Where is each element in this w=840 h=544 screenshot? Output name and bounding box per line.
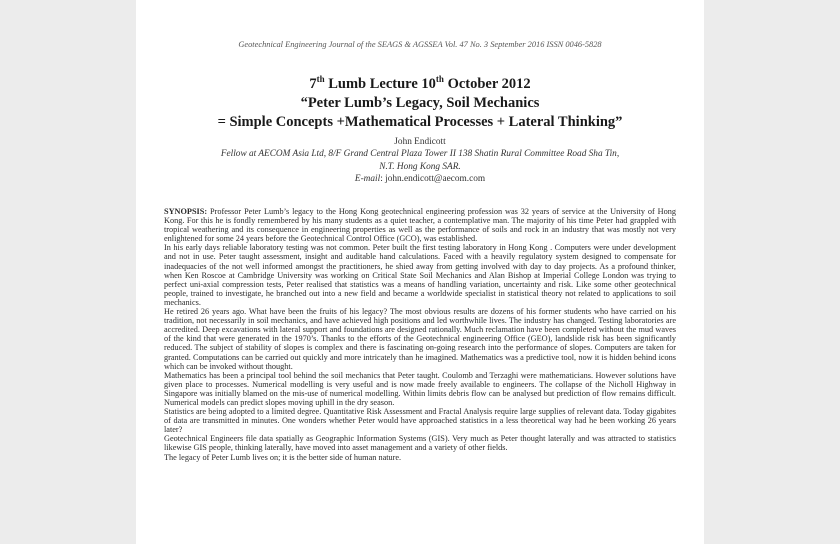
title-lecture-date: October 2012 (443, 75, 531, 92)
synopsis-text-1: Professor Peter Lumb’s legacy to the Hong Kong geotechnical engineering profession was 32 years of service at the University of Hong Kong. For this he is fondly remembered by his many students as a quiet teacher, a contemplative man. The majority of his time Peter had grappled with tropical weathering and its consequence in engineering properties as well as the performance of soils and rock in an industry that was mostly not very enlightened for some 24 years before the Geotechnical Control Office (GCO), was established. (164, 207, 676, 244)
synopsis-label: SYNOPSIS: (164, 207, 208, 216)
author-affiliation-1: Fellow at AECOM Asia Ltd, 8/F Grand Central Plaza Tower II 138 Shatin Rural Committee Road Sha Tin, (220, 149, 620, 160)
synopsis-paragraph-6: Geotechnical Engineers file data spatially as Geographic Information Systems (GIS). Very much as Peter thought laterally and was attracted to statistics likewise GIS people, thinking laterally, have moved into asset management and a variety of other fields. (164, 434, 676, 453)
synopsis-paragraph-4: Mathematics has been a principal tool behind the soil mechanics that Peter taught. Coulomb and Terzaghi were mathematicians. However solutions have given place to processes. Numerical modelling is very useful and is now made freely available to engineers. The collapse of the Nicholl Highway in Singapore was initially blamed on the mis-use of numerical modelling. Within limits debris flow can be analysed but prediction of flow remains difficult. Numerical models can predict slopes moving uphill in the dry season. (164, 370, 676, 407)
title-line-3: = Simple Concepts +Mathematical Processes + Lateral Thinking” (217, 113, 623, 130)
email-value: : john.endicott@aecom.com (380, 173, 486, 184)
title-line-2: “Peter Lumb’s Legacy, Soil Mechanics (300, 94, 540, 111)
author-block (136, 136, 704, 185)
synopsis (164, 207, 676, 462)
title-line-1 (136, 70, 704, 94)
synopsis-paragraph-3: He retired 26 years ago. What have been the fruits of his legacy? The most obvious results are dozens of his former students who have carried on his tradition, not necessarily in soil mechanics, and have achieved high positions and led worthwhile lives. The industry has changed. Testing laboratories are accredited. Deep excavations with lateral support and foundations are designed rationally. Much reclamation have been completed without the mud waves of the kind that were generated in the 1970’s. Thanks to the efforts of the Geotechnical engineering Office (GEO), landslide risk has been significantly reduced. The subject of stability of slopes is complex and there is fascinating on-going research into the performance of slopes. Computers are taken for granted. Computations can be carried out quickly and more intricately than he imagined. Mathematics was a predictive tool, now it is hidden behind icons which can be invoked without thought. (164, 307, 676, 371)
author-affiliation-2: N.T. Hong Kong SAR. (379, 161, 461, 172)
synopsis-paragraph-5: Statistics are being adopted to a limited degree. Quantitative Risk Assessment and Fractal Analysis require large supplies of relevant data. Today gigabites of data are transmitted in minutes. One wonders whether Peter would have approached statistics in a less theoretical way had he been working 26 years later? (164, 407, 676, 435)
title-superscript-1: th (316, 74, 325, 84)
author-email (136, 173, 704, 185)
email-label: E-mail (354, 173, 381, 184)
title-lecture-mid: Lumb Lecture 10 (324, 75, 436, 92)
title-superscript-2: th (435, 74, 444, 84)
author-name: John Endicott (394, 137, 446, 147)
journal-header: Geotechnical Engineering Journal of the SEAGS & AGSSEA Vol. 47 No. 3 September 2016 ISSN 0046-5828 (238, 40, 602, 49)
title-lecture-number: 7 (309, 75, 317, 92)
synopsis-paragraph-2: In his early days reliable laboratory testing was not common. Peter built the first testing laboratory in Hong Kong . Computers were under development and not in use. Peter taught assessment, insight and auditable hand calculations. Faced with a heavily regulatory system designed to compensate for inadequacies of the not well informed amongst the practitioners, he shied away from getting involved with day to day projects. As a profound thinker, when Ken Roscoe at Cambridge University was working on Critical State Soil Mechanics and Alan Bishop at Imperial College London was trying to perfect uni-axial compression tests, Peter realised that statistics was a means of handling variation, uncertainty and risk. Like some other geotechnical people, trained to investigate, he branched out into a new field and became a worldwide specialist in statistical theory not related to applications to soil mechanics. (164, 243, 676, 307)
synopsis-paragraph-1 (164, 207, 676, 243)
document-page (136, 0, 704, 544)
paper-title (136, 70, 704, 132)
synopsis-paragraph-7: The legacy of Peter Lumb lives on; it is the better side of human nature. (164, 452, 402, 462)
